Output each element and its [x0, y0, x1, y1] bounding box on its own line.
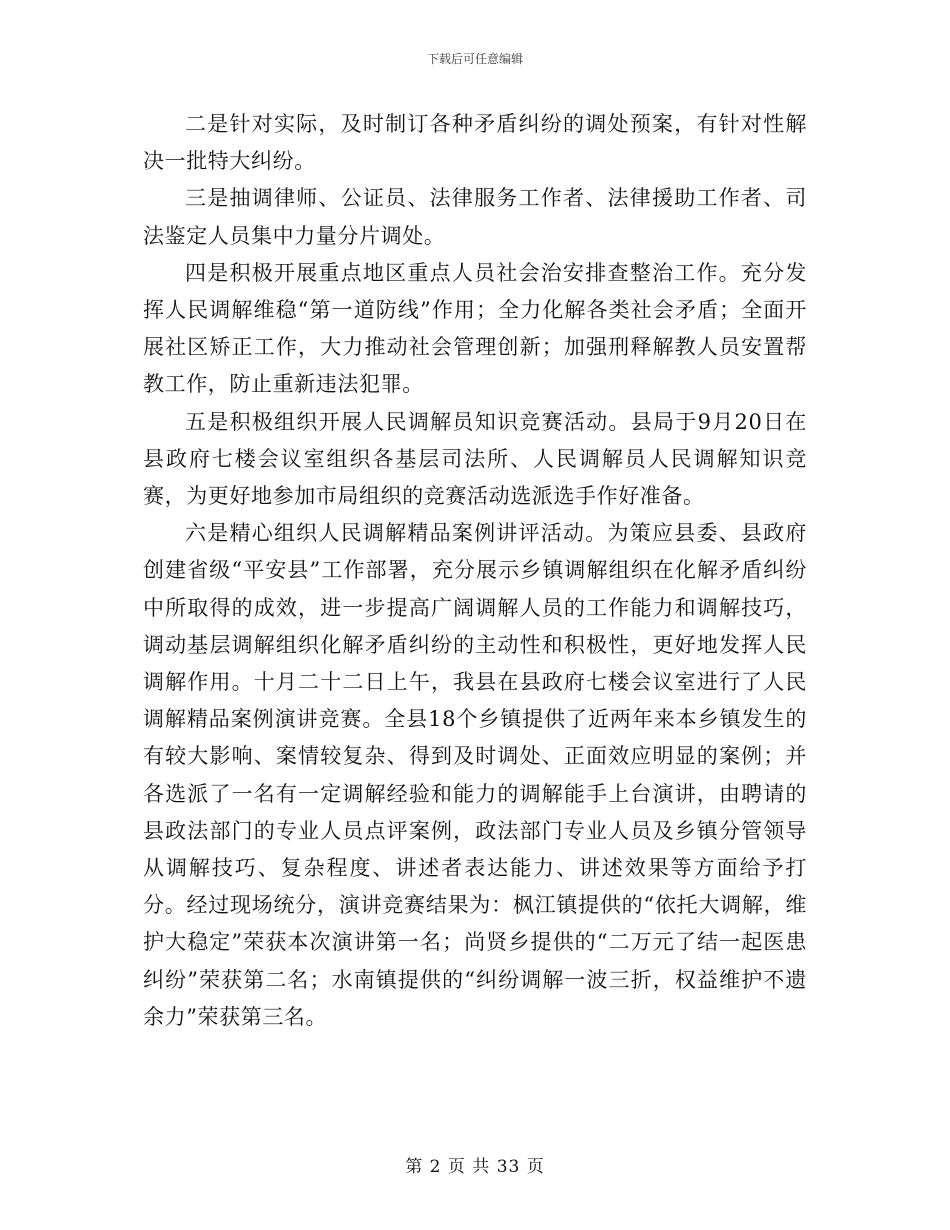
- header-note: 下载后可任意编辑: [426, 52, 523, 66]
- paragraph-4: 四是积极开展重点地区重点人员社会治安排查整治工作。充分发挥人民调解维稳“第一道防线”作用；全力化解各类社会矛盾；全面开展社区矫正工作，大力推动社会管理创新；加强刑释解教人员安置帮教工作，防止重新违法犯罪。: [143, 260, 807, 397]
- paragraph-5: 五是积极组织开展人民调解员知识竞赛活动。县局于9月20日在县政府七楼会议室组织各基层司法所、人民调解员人民调解知识竞赛，为更好地参加市局组织的竞赛活动选派选手作好准备。: [143, 409, 807, 509]
- document-body: [143, 106, 807, 1036]
- page-number-footer: 第 2 页 共 33 页: [405, 1157, 545, 1177]
- paragraph-3: 三是抽调律师、公证员、法律服务工作者、法律援助工作者、司法鉴定人员集中力量分片调处。: [143, 186, 807, 248]
- paragraph-2: 二是针对实际，及时制订各种矛盾纠纷的调处预案，有针对性解决一批特大纠纷。: [143, 112, 807, 174]
- paragraph-6: 六是精心组织人民调解精品案例讲评活动。为策应县委、县政府创建省级“平安县”工作部署，充分展示乡镇调解组织在化解矛盾纠纷中所取得的成效，进一步提高广阔调解人员的工作能力和调解技巧，调动基层调解组织化解矛盾纠纷的主动性和积极性，更好地发挥人民调解作用。十月二十二日上午，我县在县政府七楼会议室进行了人民调解精品案例演讲竞赛。全县18个乡镇提供了近两年来本乡镇发生的有较大影响、案情较复杂、得到及时调处、正面效应明显的案例；并各选派了一名有一定调解经验和能力的调解能手上台演讲，由聘请的县政法部门的专业人员点评案例，政法部门专业人员及乡镇分管领导从调解技巧、复杂程度、讲述者表达能力、讲述效果等方面给予打分。经过现场统分，演讲竞赛结果为：枫江镇提供的“依托大调解，维护大稳定”荣获本次演讲第一名；尚贤乡提供的“二万元了结一起医患纠纷”荣获第二名；水南镇提供的“纠纷调解一波三折，权益维护不遗余力”荣获第三名。: [143, 521, 807, 1029]
